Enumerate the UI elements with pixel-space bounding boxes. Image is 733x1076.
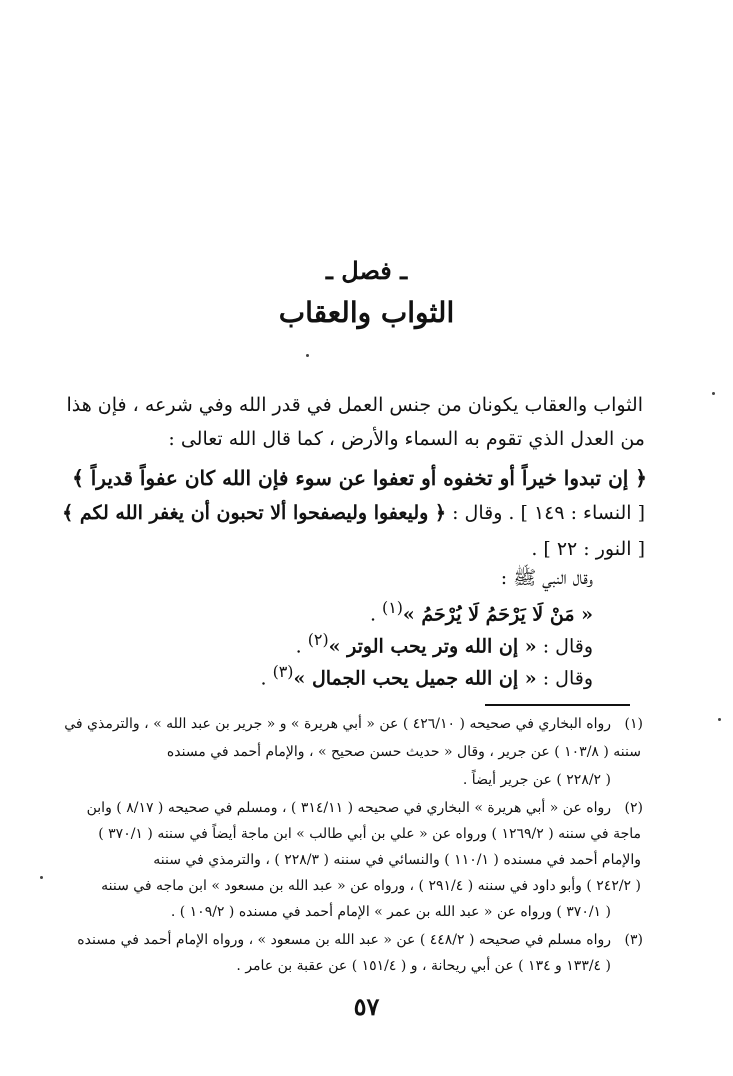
footnote-2-line-1: رواه عن « أبي هريرة » البخاري في صحيحه ( ٣١٤/١١ ) ، ومسلم في صحيحه ( ٨/١٧ ) وابن — [86, 800, 611, 816]
footnote-2-number: (٢) — [624, 800, 643, 816]
footnote-ref-2: (٢) — [307, 630, 329, 649]
hadith-2-text: « إن الله وتر يحب الوتر » — [328, 635, 537, 658]
footnote-2-line-4: ( ٢٤٢/٢ ) وأبو داود في سننه ( ٢٩١/٤ ) ، ورواه عن « عبد الله بن مسعود » ابن ماجه في سننه — [101, 878, 641, 894]
nur-reference: [ النور : ٢٢ ] . — [531, 538, 645, 560]
hadith-1: « مَنْ لَا يَرْحَمُ لَا يُرْحَمُ »$^{(١)}$ . — [369, 598, 593, 626]
footnote-ref-1: (١) — [382, 598, 403, 617]
prophet-said: وقال النبي ﷺ : — [500, 567, 593, 589]
section-title: الثواب والعقاب — [278, 296, 455, 329]
footnote-2-line-5: ( ٣٧٠/١ ) ورواه عن « عبد الله بن عمر » الإمام أحمد في مسنده ( ١٠٩/٢ ) . — [170, 904, 611, 920]
scan-speck — [306, 354, 309, 357]
hadith-3: وقال : « إن الله جميل يحب الجمال »$^{(٣)}$ . — [260, 662, 593, 690]
hadith-2: وقال : « إن الله وتر يحب الوتر »$^{(٢)}$ . — [295, 630, 593, 658]
ayah-nisa: ﴿ إن تبدوا خيراً أو تخفوه أو تعفوا عن سوء فإن الله كان عفواً قديراً ﴾ — [72, 466, 647, 490]
body-line-4 — [62, 502, 645, 524]
footnote-3-line-2: ( ١٣٣/٤ و ١٣٤ ) عن أبي ريحانة ، و ( ١٥١/٤ ) عن عقبة بن عامر . — [236, 958, 611, 974]
footnote-1-line-1: رواه البخاري في صحيحه ( ٤٢٦/١٠ ) عن « أبي هريرة » و « جرير بن عبد الله » ، والترمذي في — [64, 716, 611, 732]
body-line-2: من العدل الذي تقوم به السماء والأرض ، كما قال الله تعالى : — [168, 428, 645, 450]
footnote-1-number: (١) — [624, 716, 643, 732]
footnote-divider — [485, 704, 630, 706]
footnote-ref-3: (٣) — [272, 662, 294, 681]
nisa-reference: [ النساء : ١٤٩ ] . وقال : — [452, 502, 645, 524]
footnote-3-line-1: رواه مسلم في صحيحه ( ٤٤٨/٢ ) عن « عبد الله بن مسعود » ، ورواه الإمام أحمد في مسنده — [77, 932, 611, 948]
ayah-nur: ﴿ وليعفوا وليصفحوا ألا تحبون أن يغفر الله لكم ﴾ — [62, 502, 447, 524]
footnote-2-line-2: ماجة في سننه ( ١٢٦٩/٢ ) ورواه عن « علي بن أبي طالب » ابن ماجة أيضاً في سننه ( ٣٧٠/١ ) — [98, 826, 641, 842]
footnote-1-line-2: سننه ( ١٠٣/٨ ) عن جرير ، وقال « حديث حسن صحيح » ، والإمام أحمد في مسنده — [166, 744, 641, 760]
footnote-2-line-3: والإمام أحمد في مسنده ( ١١٠/١ ) والنسائي في سننه ( ٢٢٨/٣ ) ، والترمذي في سننه — [153, 852, 641, 868]
footnote-1-line-3: ( ٢٢٨/٢ ) عن جرير أيضاً . — [462, 772, 611, 788]
scan-speck — [718, 718, 721, 721]
body-line-1: الثواب والعقاب يكونان من جنس العمل في قدر الله وفي شرعه ، فإن هذا — [66, 394, 643, 416]
scan-speck — [40, 876, 43, 879]
scan-speck — [712, 392, 715, 395]
page-number: ٥٧ — [353, 992, 380, 1021]
chapter-label: ـ فصل ـ — [325, 256, 408, 285]
hadith-2-prefix: وقال : — [542, 635, 593, 658]
footnote-3-number: (٣) — [624, 932, 643, 948]
hadith-3-text: « إن الله جميل يحب الجمال » — [293, 667, 537, 690]
hadith-1-text: « مَنْ لَا يَرْحَمُ لَا يُرْحَمُ » — [402, 603, 593, 626]
hadith-3-prefix: وقال : — [542, 667, 593, 690]
